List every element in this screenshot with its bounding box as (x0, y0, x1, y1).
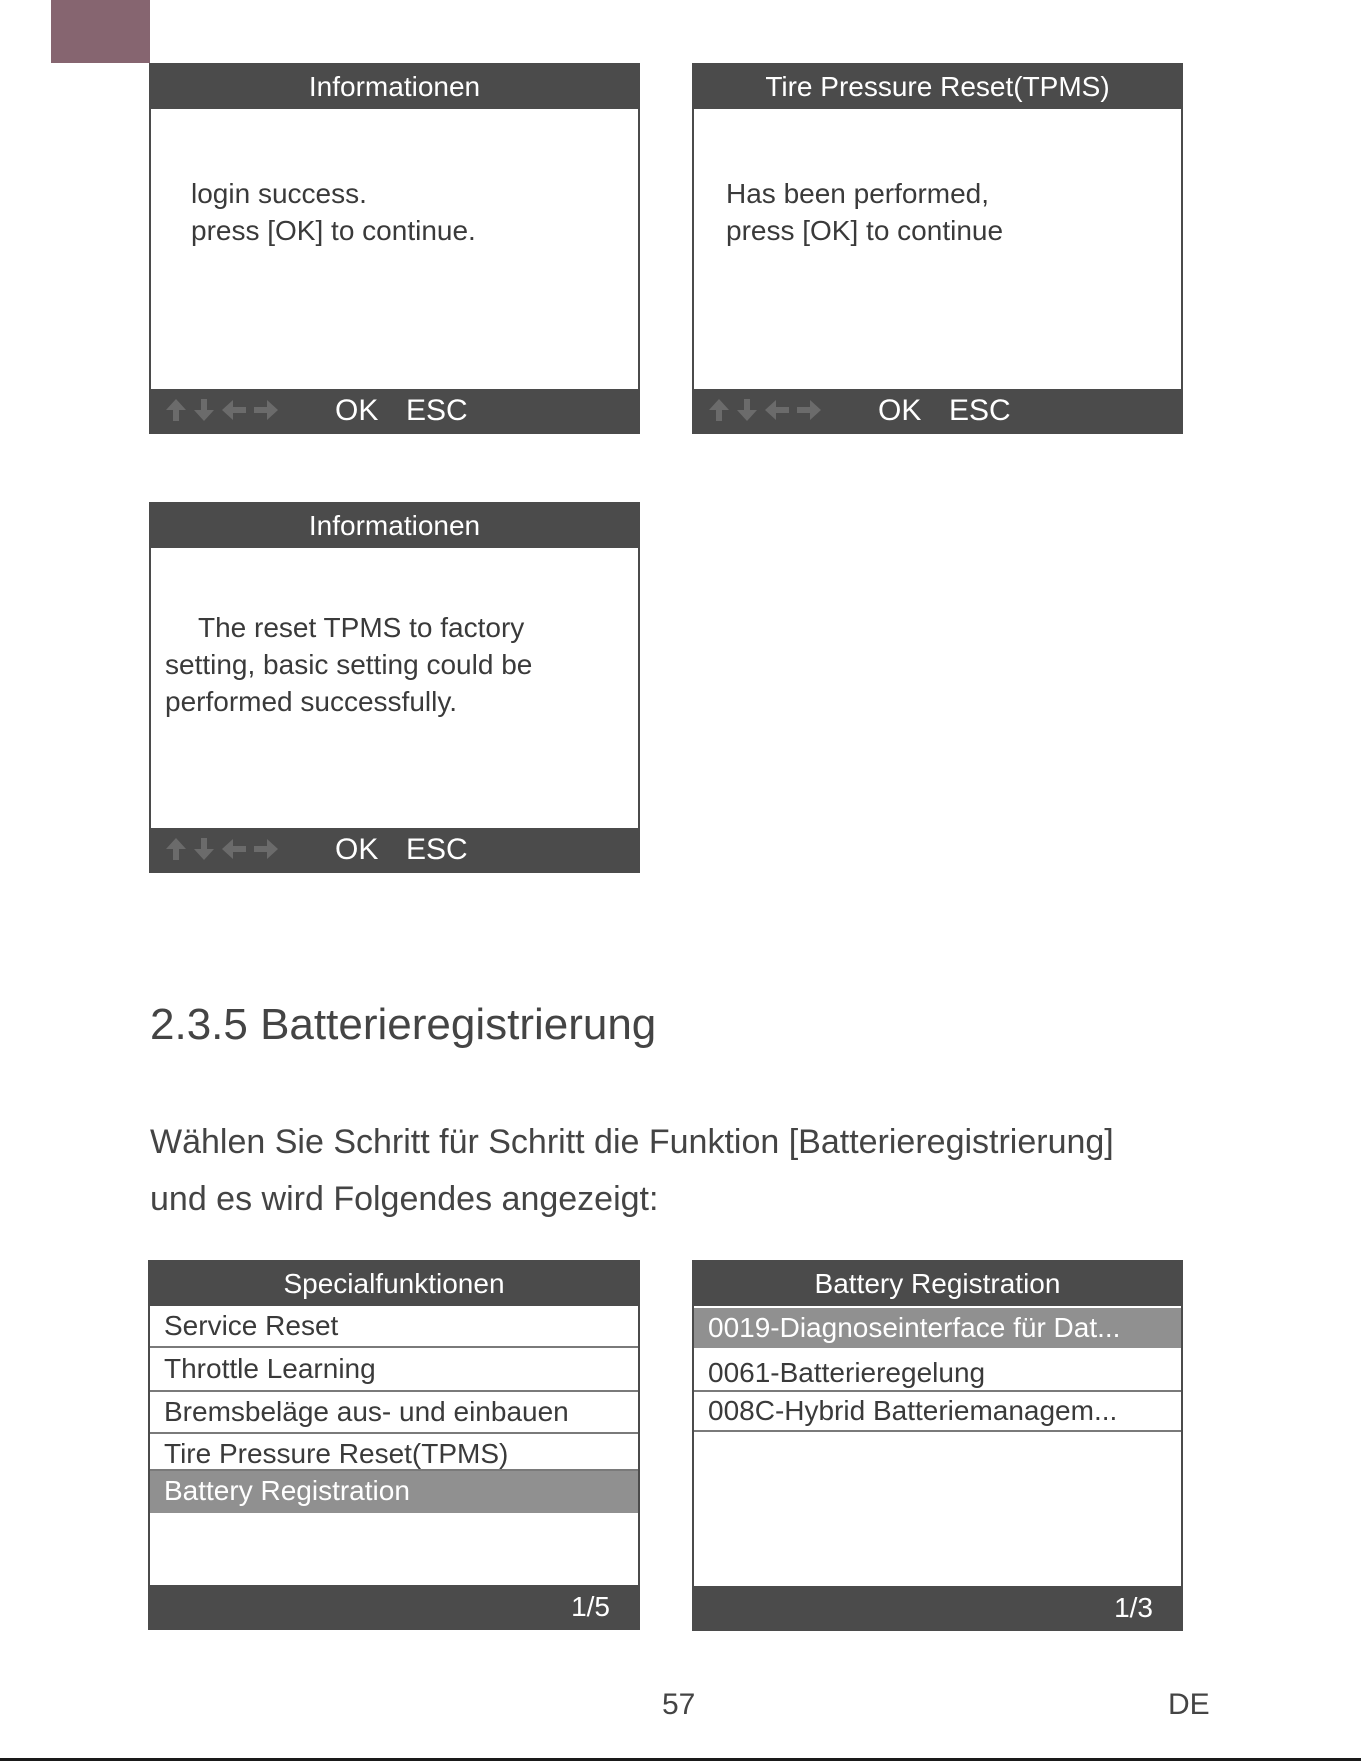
arrow-keys (706, 396, 824, 424)
arrow-left-icon (762, 396, 792, 424)
page-indicator: 1/3 (1114, 1592, 1153, 1623)
list-item[interactable]: Service Reset (150, 1306, 638, 1348)
ok-button-label: OK (335, 833, 379, 866)
message-line: press [OK] to continue (726, 215, 1004, 246)
screen-footer (151, 389, 638, 432)
message-text (191, 175, 476, 249)
arrow-down-icon (191, 396, 217, 424)
list-item[interactable]: 0061-Batterieregelung (694, 1348, 1181, 1392)
arrow-down-icon (734, 396, 760, 424)
screen-tpms-result (692, 63, 1183, 434)
screen-tpms-info (149, 502, 640, 873)
arrow-left-icon (219, 396, 249, 424)
arrow-up-icon (706, 396, 732, 424)
screen-login-info (149, 63, 640, 434)
page-indicator: 1/5 (571, 1591, 610, 1622)
message-line: press [OK] to continue. (191, 215, 476, 246)
list-item[interactable]: Throttle Learning (150, 1348, 638, 1392)
message-line: performed successfully. (165, 686, 458, 717)
screen-title: Informationen (151, 65, 638, 109)
esc-button-label: ESC (406, 394, 468, 427)
message-text (726, 175, 1003, 249)
screen-footer (150, 1585, 638, 1628)
screen-footer (151, 828, 638, 871)
menu-list (694, 1308, 1181, 1432)
language-code: DE (1168, 1688, 1210, 1721)
message-line: Has been performed, (726, 178, 990, 209)
corner-color-tab (51, 0, 150, 63)
list-item-selected[interactable]: 0019-Diagnoseinterface für Dat... (694, 1308, 1181, 1348)
screen-footer (694, 1586, 1181, 1629)
paragraph-line: Wählen Sie Schritt für Schritt die Funktion [Batterieregistrierung] (150, 1123, 1114, 1161)
screen-title: Specialfunktionen (150, 1262, 638, 1306)
arrow-right-icon (794, 396, 824, 424)
arrow-up-icon (163, 835, 189, 863)
screen-title: Tire Pressure Reset(TPMS) (694, 65, 1181, 109)
ok-button-label: OK (335, 394, 379, 427)
list-item[interactable]: 008C-Hybrid Batteriemanagem... (694, 1392, 1181, 1432)
section-heading: 2.3.5 Batterieregistrierung (150, 1000, 657, 1049)
screen-title: Battery Registration (694, 1262, 1181, 1306)
arrow-right-icon (251, 835, 281, 863)
list-item[interactable]: Tire Pressure Reset(TPMS) (150, 1434, 638, 1471)
arrow-right-icon (251, 396, 281, 424)
arrow-down-icon (191, 835, 217, 863)
message-line: The reset TPMS to factory (198, 612, 525, 643)
section-paragraph (150, 1114, 1250, 1228)
list-item[interactable]: Bremsbeläge aus- und einbauen (150, 1392, 638, 1434)
ok-button-label: OK (878, 394, 922, 427)
screen-special-functions (148, 1260, 640, 1630)
message-text (165, 609, 532, 720)
screen-footer (694, 389, 1181, 432)
menu-list (150, 1306, 638, 1513)
screen-title: Informationen (151, 504, 638, 548)
arrow-up-icon (163, 396, 189, 424)
esc-button-label: ESC (949, 394, 1011, 427)
screen-battery-registration (692, 1260, 1183, 1631)
message-line: setting, basic setting could be (165, 649, 533, 680)
list-item-selected[interactable]: Battery Registration (150, 1471, 638, 1513)
message-line: login success. (191, 178, 367, 209)
esc-button-label: ESC (406, 833, 468, 866)
arrow-keys (163, 396, 281, 424)
page-number: 57 (662, 1688, 696, 1721)
arrow-left-icon (219, 835, 249, 863)
paragraph-line: und es wird Folgendes angezeigt: (150, 1180, 659, 1218)
arrow-keys (163, 835, 281, 863)
